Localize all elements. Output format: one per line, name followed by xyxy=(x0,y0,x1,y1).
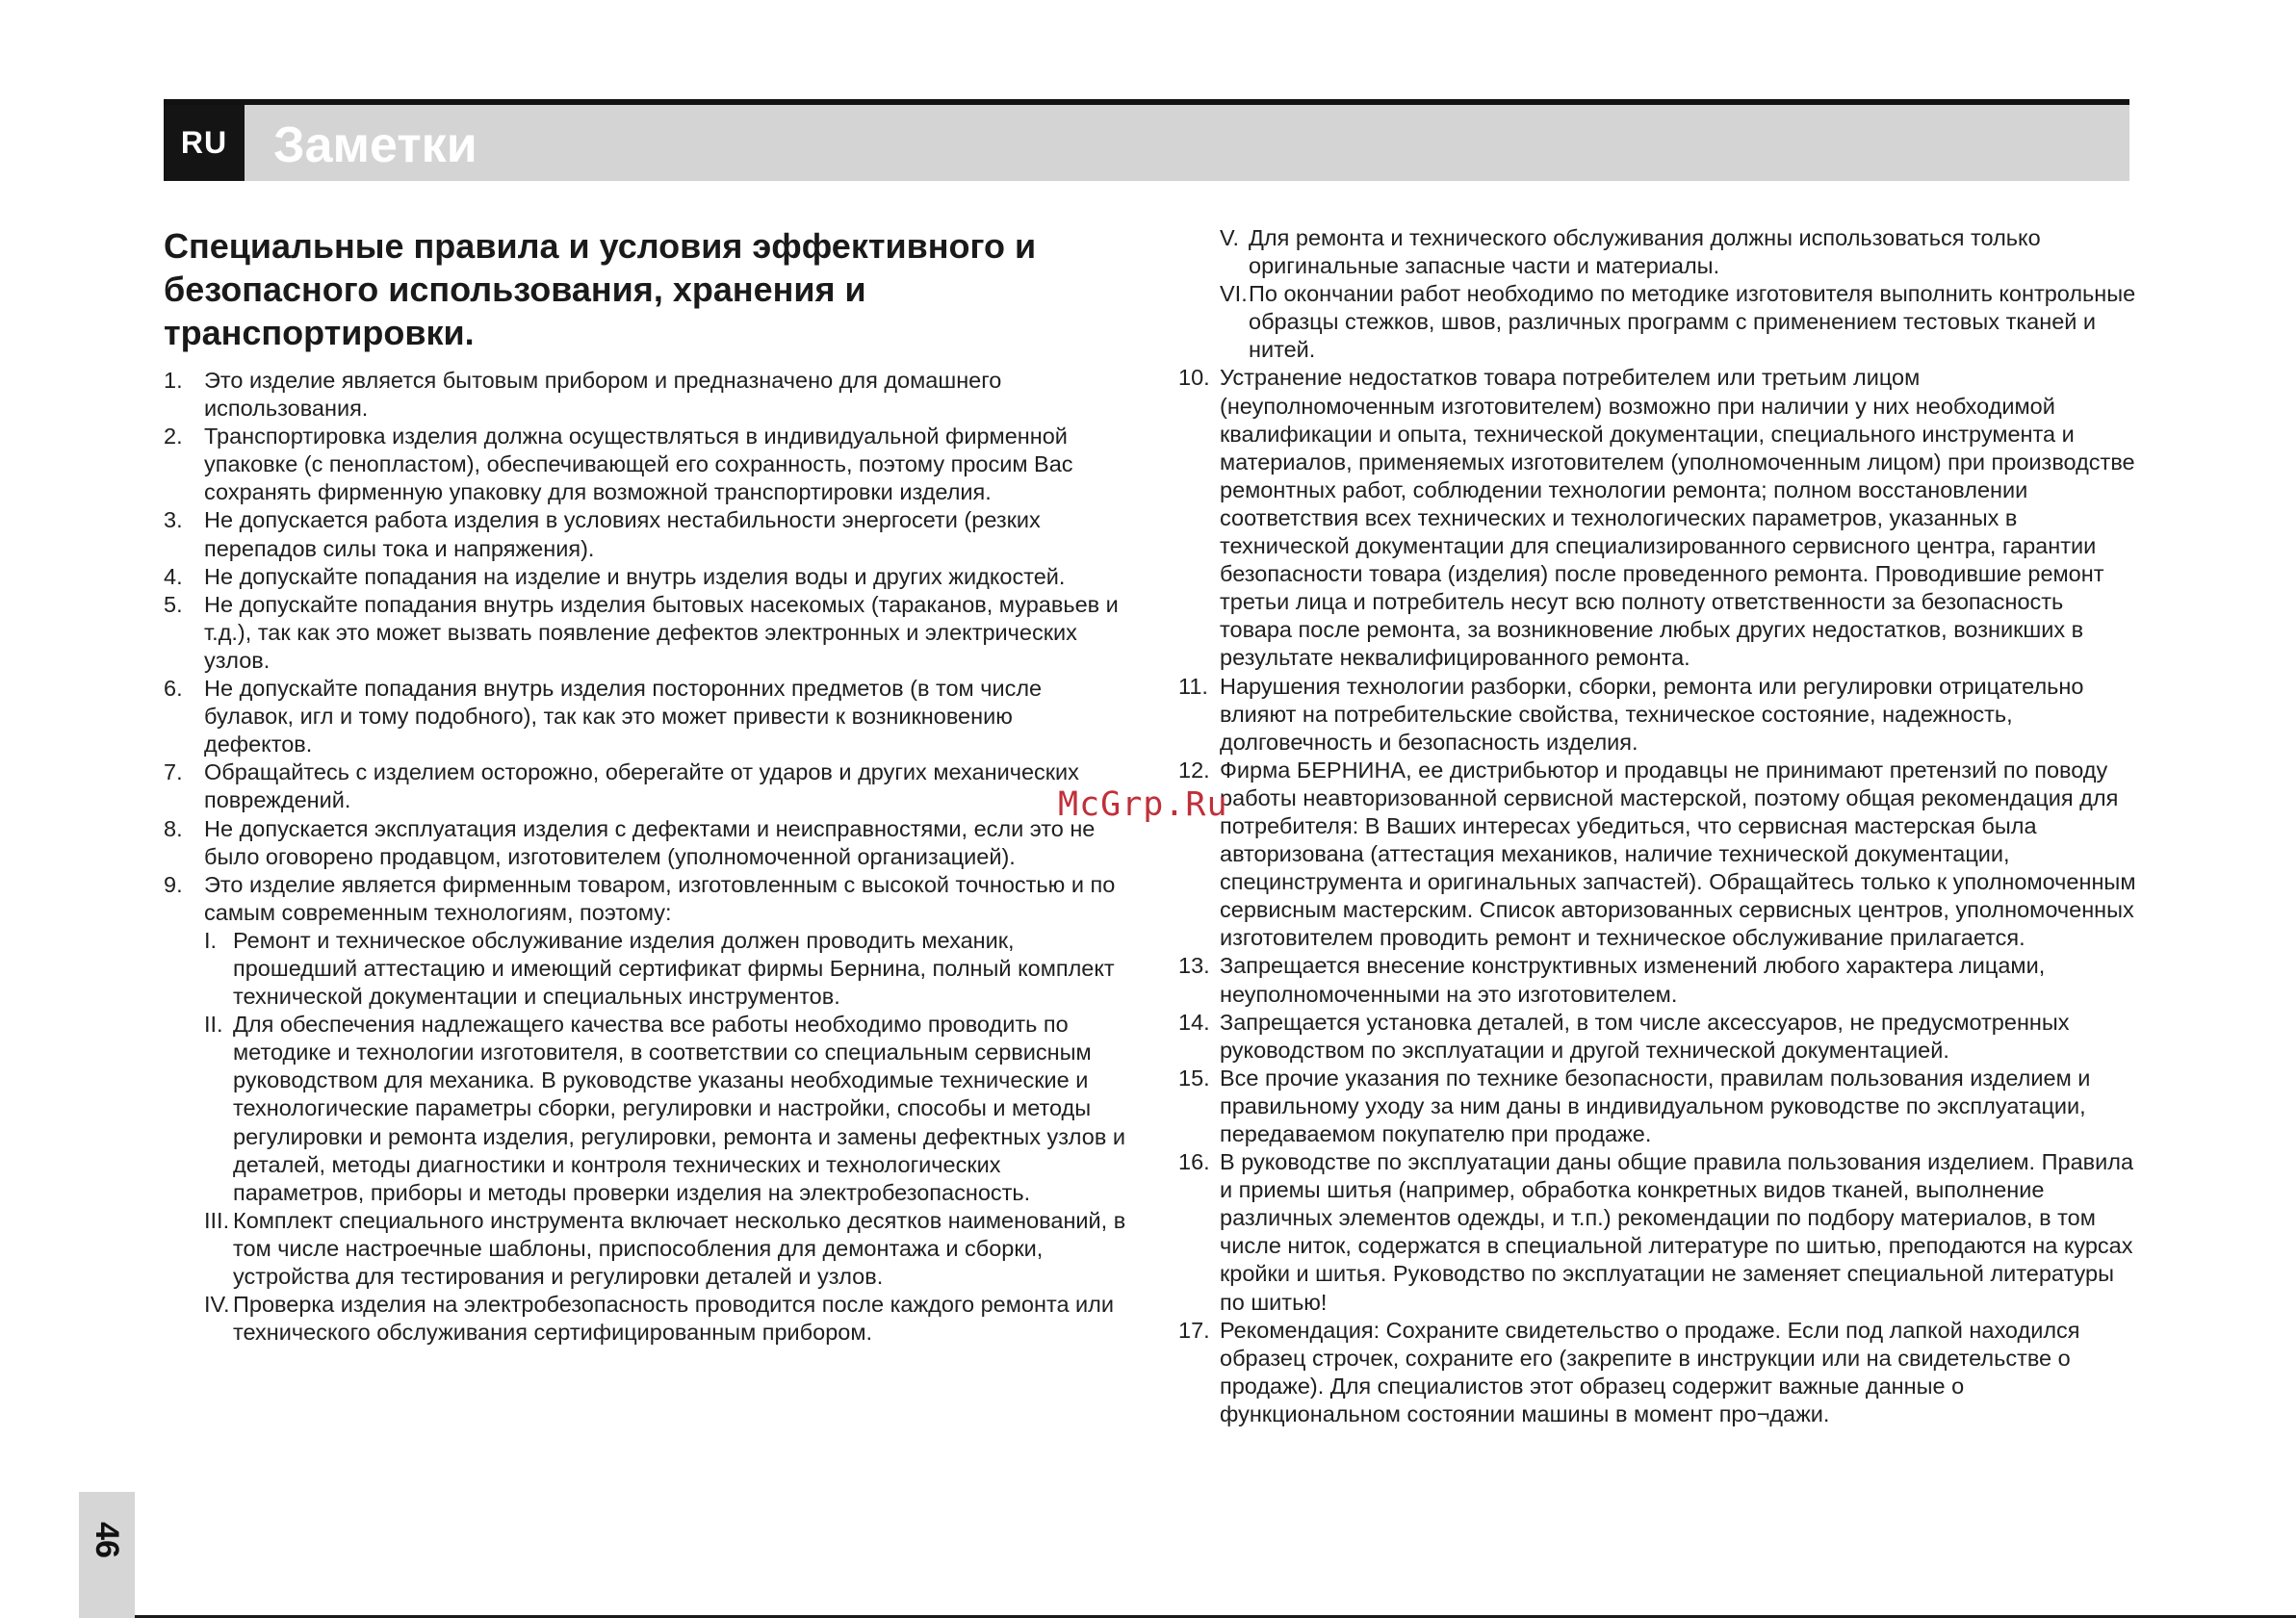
item-number: 16. xyxy=(1178,1149,1210,1175)
language-badge: RU xyxy=(164,105,245,181)
item-number: 9. xyxy=(164,871,183,897)
item-text: Не допускается эксплуатация изделия с дефектами и неисправностями, если это не было оговорено продавцом, изготовителем (уполномоченной организацией). xyxy=(204,815,1096,869)
list-item xyxy=(1178,952,2136,1008)
roman-list-right xyxy=(1178,224,2136,364)
numbered-list-right xyxy=(1178,364,2136,1428)
item-text: Для ремонта и технического обслуживания должны использоваться только оригинальные запасные части и материалы. xyxy=(1249,225,2041,279)
item-text: Фирма БЕРНИНА, ее дистрибьютор и продавцы не принимают претензий по поводу работы неавторизованной сервисной мастерской, поэтому общая рекомендация для потребителя: В Ваших интересах убедиться, что сервисная мастерская была авторизована (аттестация механиков, наличие технической документации, специнструмента и оригинальных запчастей). Обращайтесь только к уполномоченным сервисным мастерским. Список авторизованных сервисных центров, уполномоченных изготовителем проводить ремонт и техническое обслуживание прилагается. xyxy=(1220,757,2136,951)
list-item xyxy=(1178,364,2136,672)
item-number: 6. xyxy=(164,676,183,702)
list-item xyxy=(164,506,1126,562)
item-text: Для обеспечения надлежащего качества все работы необходимо проводить по методике и технологии изготовителя, в соответствии со специальным сервисным руководством для механика. В руководстве указаны необходимые технические и технологические параметры сборки, регулировки и настройки, способы и методы регулировки и ремонта изделия, регулировки, ремонта и замены дефектных узлов и деталей, методы диагностики и контроля технических и технологических параметров, приборы и методы проверки изделия на электробезопасность. xyxy=(233,1012,1125,1205)
numbered-list-left xyxy=(164,367,1126,927)
item-text: Комплект специального инструмента включает несколько десятков наименований, в том числе настроечные шаблоны, приспособления для демонтажа и сборки, устройства для тестирования и регулировки деталей и узлов. xyxy=(233,1207,1126,1289)
roman-numeral: I. xyxy=(204,927,218,953)
list-item xyxy=(1178,1148,2136,1317)
item-number: 8. xyxy=(164,815,183,841)
item-number: 14. xyxy=(1178,1009,1210,1035)
section-heading: Специальные правила и условия эффективного и безопасного использования, хранения и транспортировки. xyxy=(164,226,1037,352)
item-text: Устранение недостатков товара потребителем или третьим лицом (неуполномоченным изготовителем) возможно при наличии у них необходимой квалификации и опыта, технической документации, специального инструмента и материалов, применяемых изготовителем (уполномоченным лицом) при производстве ремонтных работ, соблюдении технологии ремонта; полном восстановлении соответствия всех технических и технологических параметров, указанных в технической документации для специализированного сервисного центра, гарантии безопасности товара (изделия) после проведенного ремонта. Проводившие ремонт третьи лица и потребитель несут всю полноту ответственности за безопасность товара после ремонта, за возникновение любых других недостатков, возникших в результате неквалифицированного ремонта. xyxy=(1220,365,2135,671)
item-text: Не допускайте попадания на изделие и внутрь изделия воды и других жидкостей. xyxy=(204,563,1066,589)
right-column xyxy=(1178,224,2136,1428)
item-text: Рекомендация: Сохраните свидетельство о продаже. Если под лапкой находился образец строчек, сохраните его (закрепите в инструкции или на свидетельстве о продаже). Для специалистов этот образец содержит важные данные о функциональном состоянии машины в момент про¬дажи. xyxy=(1220,1317,2080,1426)
item-number: 5. xyxy=(164,591,183,617)
item-number: 13. xyxy=(1178,953,1210,979)
roman-list-left xyxy=(164,927,1126,1347)
list-item xyxy=(164,423,1126,506)
item-number: 3. xyxy=(164,507,183,533)
item-number: 10. xyxy=(1178,365,1210,391)
roman-numeral: III. xyxy=(204,1207,230,1233)
item-number: 2. xyxy=(164,424,183,449)
item-text: Обращайтесь с изделием осторожно, оберегайте от ударов и других механических повреждений. xyxy=(204,759,1079,813)
roman-list-item xyxy=(1178,224,2136,280)
item-number: 4. xyxy=(164,563,183,589)
item-text: Не допускается работа изделия в условиях нестабильности энергосети (резких перепадов силы тока и напряжения). xyxy=(204,507,1041,561)
roman-list-item xyxy=(164,1011,1126,1207)
roman-numeral: II. xyxy=(204,1012,223,1038)
list-item xyxy=(164,815,1126,871)
item-number: 15. xyxy=(1178,1065,1210,1091)
item-text: По окончании работ необходимо по методике изготовителя выполнить контрольные образцы стежков, швов, различных программ с применением тестовых тканей и нитей. xyxy=(1249,281,2136,363)
item-text: Это изделие является бытовым прибором и предназначено для домашнего использования. xyxy=(204,368,1002,422)
roman-numeral: IV. xyxy=(204,1292,230,1318)
roman-list-item xyxy=(164,1291,1126,1347)
list-item xyxy=(164,563,1126,591)
roman-list-item xyxy=(164,1207,1126,1291)
item-number: 12. xyxy=(1178,757,1210,783)
list-item xyxy=(164,591,1126,675)
item-number: 1. xyxy=(164,368,183,393)
page-number: 46 xyxy=(89,1522,125,1558)
list-item xyxy=(1178,1065,2136,1148)
roman-numeral: VI. xyxy=(1220,281,1248,307)
item-text: Проверка изделия на электробезопасность проводится после каждого ремонта или технического обслуживания сертифицированным прибором. xyxy=(233,1292,1115,1346)
roman-list-item xyxy=(164,927,1126,1011)
left-column xyxy=(164,224,1126,1347)
item-text: Это изделие является фирменным товаром, изготовленным с высокой точностью и по самым современным технологиям, поэтому: xyxy=(204,871,1116,925)
item-number: 7. xyxy=(164,759,183,785)
page-title: Заметки xyxy=(273,117,477,173)
item-text: Транспортировка изделия должна осуществляться в индивидуальной фирменной упаковке (с пенопластом), обеспечивающей его сохранность, поэтому просим Вас сохранять фирменную упаковку для возможной транспортировки изделия. xyxy=(204,424,1073,505)
roman-numeral: V. xyxy=(1220,225,1240,250)
list-item xyxy=(1178,757,2136,953)
roman-list-item xyxy=(1178,280,2136,364)
list-item xyxy=(1178,1317,2136,1428)
item-text: Все прочие указания по технике безопасности, правилам пользования изделием и правильному уходу за ним даны в индивидуальном руководстве по эксплуатации, передаваемом покупателю при продаже. xyxy=(1220,1065,2091,1146)
item-text: Ремонт и техническое обслуживание изделия должен проводить механик, прошедший аттестацию и имеющий сертификат фирмы Бернина, полный комплект технической документации и специальных инструментов. xyxy=(233,927,1115,1010)
list-item xyxy=(164,675,1126,758)
item-number: 11. xyxy=(1178,673,1208,699)
item-text: В руководстве по эксплуатации даны общие правила пользования изделием. Правила и приемы шитья (например, обработка конкретных видов тканей, выполнение различных элементов одежды, и т.п.) рекомендации по подбору материалов, в том числе ниток, содержатся в специальной литературе по шитью, преподаются на курсах кройки и шитья. Руководство по эксплуатации не заменяет специальной литературы по шитью! xyxy=(1220,1149,2134,1315)
list-item xyxy=(1178,673,2136,757)
list-item xyxy=(164,758,1126,814)
item-number: 17. xyxy=(1178,1317,1210,1343)
list-item xyxy=(1178,1009,2136,1065)
list-item xyxy=(164,367,1126,423)
item-text: Не допускайте попадания внутрь изделия посторонних предметов (в том числе булавок, игл и тому подобного), так как это может привести к возникновению дефектов. xyxy=(204,676,1043,758)
watermark: McGrp.Ru xyxy=(1058,785,1228,824)
item-text: Не допускайте попадания внутрь изделия бытовых насекомых (тараканов, муравьев и т.д.), так как это может вызвать появление дефектов электронных и электрических узлов. xyxy=(204,591,1119,673)
item-text: Запрещается внесение конструктивных изменений любого характера лицами, неуполномоченными на это изготовителем. xyxy=(1220,953,2046,1007)
item-text: Запрещается установка деталей, в том числе аксессуаров, не предусмотренных руководством по эксплуатации и другой технической документацией. xyxy=(1220,1009,2070,1063)
list-item xyxy=(164,871,1126,927)
item-text: Нарушения технологии разборки, сборки, ремонта или регулировки отрицательно влияют на потребительские свойства, техническое состояние, надежность, долговечность и безопасность изделия. xyxy=(1220,673,2084,755)
